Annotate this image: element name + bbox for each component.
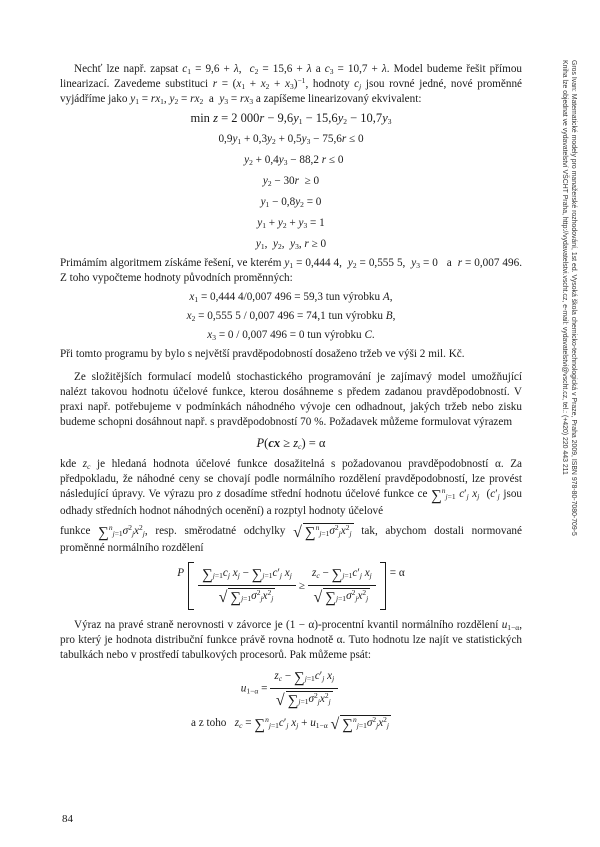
constraint-3: $y_2 - 30r \ge 0$ (262, 175, 320, 188)
paragraph-stochastic: Ze složitějších formulací modelů stochastického programování je zajímavý model umožňující nalézt takovou hodnotu účelové funkce, kterou dosáhneme s předem zadanou pravděpodobností. V praxi např. potřebujeme v podmínkách náhodného vývoje cen odhadnout, jakých tržeb nebo zisku budeme schopni dosáhnout např. s pravděpodobností 70 %. Požadavek můžeme formulovat výrazem (60, 371, 522, 428)
probability-expression: $P(cx \ge z_c) = \alpha$ (256, 436, 326, 451)
paragraph-quantile: Výraz na pravé straně nerovnosti v závorce je (1 − α)-procentní kvantil normálního rozdělení $u_{1-\alpha}$, pro který je hodnota distribuční funkce právě rovna hodnotě α. Tuto hodnotu lze najít ve statistických tabulkách nebo v prostředí tabulkových procesorů. Pak můžeme psát: (60, 619, 522, 661)
side-note-line1: Gros Ivan: Matematické modely pro manažerské rozhodování, 1st ed. Vysoká škola chemicko-technologická v Praze, Praha 2009, ISBN 978-80-7080-709-5 (570, 60, 577, 536)
constraint-5: $y_1 + y_2 + y_3 = 1$ (257, 217, 325, 230)
quantile-formula: $u_{1-\alpha}$ = $\frac{z_c - \sum_{j=1}c'_j x_j}{√ \sum_{j=1}\sigma^2_jx^2_j}$ (60, 669, 522, 709)
result-x2: $x_2 = 0,555$ 5 / 0,007 496 = 74,1 tun výrobku B, (186, 310, 396, 323)
objective-function: min z = 2 $000r - 9,6y_1 - 15,6y_2 - 10,7y_3$ (190, 111, 392, 126)
zc-formula: a z toho $z_c = \sum^n_{j=1}c'_j$ $x_j + u_{1-\alpha}$ √ $\sum^n_{j=1}\sigma^2_jx^2_j$ (190, 715, 390, 733)
paragraph-definition: kde $z_c$ je hledaná hodnota účelové funkce dosažitelná s požadovanou pravděpodobností α. Za předpokladu, že náhodné ceny se chovají podle normálního rozdělení pravděpodobností, lze provést následující úpravy. Ve výrazu pro z dosadíme střední hodnotu účelové funkce ce ∑$^n_{j=1}$ $c'_j$ $x_j$ ($c'_j$ jsou odhady středních hodnot náhodných ocenění) a rozptyl hodnoty účelové (60, 458, 523, 517)
page-number: 84 (62, 813, 73, 825)
result-x1: $x_1 = 0,444$ 4/0,007 496 = 59,3 tun výrobku A, (189, 291, 393, 304)
result-x3: $x_3 = 0 / 0,007$ 496 = 0 tun výrobku C. (207, 329, 375, 342)
constraint-1: $0,9y_1 + 0,3y_2 + 0,5y_3 - 75,6r \le 0$ (218, 133, 364, 146)
paragraph-variance: funkce $\sum^n_{j=1}\sigma^2_jx^2_j$, resp. směrodatné odchylky √ $\sum^n_{j=1}\sigma^2_jx^2_j$ tak, abychom dostali normované proměnné normálního rozdělení (60, 523, 522, 554)
constraint-4: $y_1 - 0,8y_2 = 0$ (260, 196, 322, 209)
constraint-2: $y_2 + 0,4y_3 - 88,2$ r ≤ 0 (244, 154, 344, 167)
paragraph-solution: Primámím algoritmem získáme řešení, ve kterém $y_1 = 0,444$ 4, $y_2 = 0,555$ 5, $y_3 = 0$ a r = 0,007 496. Z toho vypočteme hodnoty původních proměnných: (60, 257, 523, 284)
side-note-line2: Kniha lze objednat ve vydavatelství VŠCHT Praha, http://vydavatelstvi.vscht.cz, e-mail: vydavatelstvi@vscht.cz, tel.: (+420) 220 443 211 (561, 60, 568, 475)
normalized-probability-formula: P $\frac{\sum_{j=1}c_j x_j - \sum_{j=1}c'_j x_j}{√ \sum_{j=1}\sigma^2_jx^2_j}$ ≥ $\frac{z_c - \sum_{j=1}c'_j x_j}{√ \sum_{j=1}\sigma^2_jx^2_j}$ = α (60, 562, 522, 610)
side-note (560, 60, 578, 536)
constraint-6: $y_1$, $y_2$, $y_3$, r ≥ 0 (255, 238, 327, 251)
paragraph-conclusion: Při tomto programu by bylo s největší pravděpodobností dosaženo tržeb ve výši 2 mil. Kč. (60, 348, 465, 360)
paragraph-intro: Nechť lze např. zapsat $c_1 = 9,6 + \lambda$, $c_2 = 15,6 + \lambda$ a $c_3 = 10,7 + \lambda$. Model budeme řešit přímou linearizací. Zavedeme substituci $r = (x_1 + x_2 + x_3)^{-1}$, hodnoty $c_j$ jsou rovné jedné, nové proměnné vyjádříme jako $y_1 = rx_1$, $y_2 = rx_2$ a $y_3 = rx_3$ a zapíšeme linearizovaný ekvivalent: (60, 63, 523, 106)
page-body (60, 62, 522, 733)
